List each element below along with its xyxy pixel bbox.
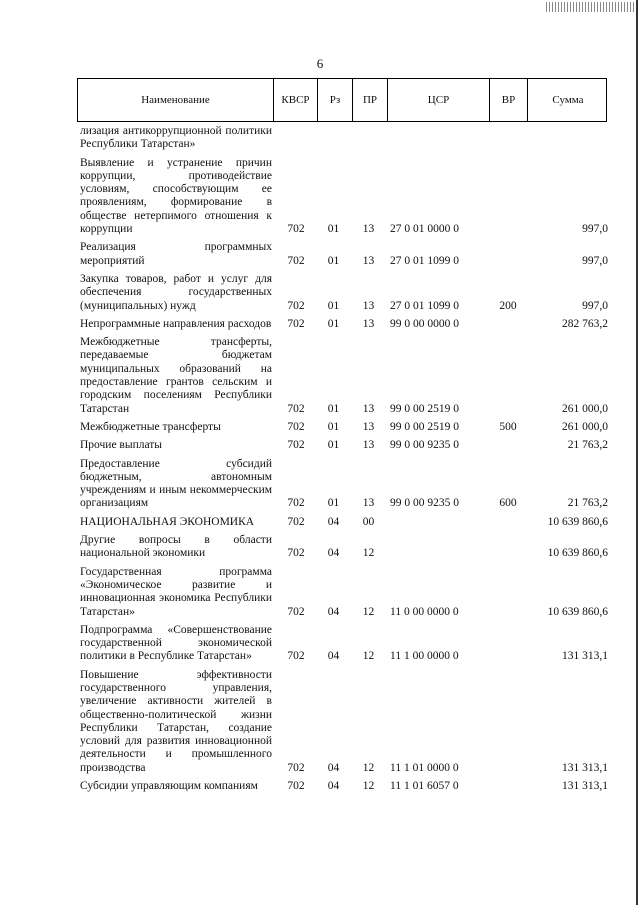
row-name: Закупка товаров, работ и услуг для обеспечения государственных (муниципальных) нужд bbox=[80, 272, 272, 312]
row-csr: 11 0 00 0000 0 bbox=[390, 605, 459, 618]
row-pr: 00 bbox=[362, 515, 375, 528]
row-rz: 01 bbox=[327, 439, 340, 452]
row-sum: 997,0 bbox=[582, 254, 608, 267]
row-sum: 131 313,1 bbox=[562, 761, 608, 774]
row-csr: 99 0 00 9235 0 bbox=[390, 439, 459, 452]
row-rz: 04 bbox=[327, 547, 340, 560]
row-ksvr: 702 bbox=[287, 780, 305, 793]
row-rz: 01 bbox=[327, 497, 340, 510]
row-vr: 500 bbox=[499, 420, 517, 433]
row-name: Подпрограмма «Совершенствование государственной экономической политики в Республике Татарстан» bbox=[80, 623, 272, 663]
row-name: Предоставление субсидий бюджетным, автономным учреждениям и иным некоммерческим организациям bbox=[80, 457, 272, 510]
row-pr: 13 bbox=[362, 420, 375, 433]
header-rz: Рз bbox=[318, 79, 353, 121]
row-sum: 997,0 bbox=[582, 223, 608, 236]
row-csr: 99 0 00 2519 0 bbox=[390, 402, 459, 415]
row-ksvr: 702 bbox=[287, 254, 305, 267]
row-ksvr: 702 bbox=[287, 317, 305, 330]
row-name: Межбюджетные трансферты, передаваемые бюджетам муниципальных образований на предоставление грантов сельским и городским поселениям Республики Татарстан bbox=[80, 336, 272, 415]
row-csr: 11 1 00 0000 0 bbox=[390, 650, 459, 663]
row-ksvr: 702 bbox=[287, 223, 305, 236]
table-row bbox=[80, 458, 608, 511]
row-name: НАЦИОНАЛЬНАЯ ЭКОНОМИКА bbox=[80, 515, 255, 528]
row-ksvr: 702 bbox=[287, 402, 305, 415]
row-csr: 99 0 00 9235 0 bbox=[390, 497, 459, 510]
table-row bbox=[80, 566, 608, 619]
scan-edge-line bbox=[636, 0, 638, 905]
row-pr: 13 bbox=[362, 223, 375, 236]
header-csr: ЦСР bbox=[388, 79, 490, 121]
row-ksvr: 702 bbox=[287, 439, 305, 452]
row-name: Реализация программных мероприятий bbox=[80, 241, 272, 267]
table-row bbox=[80, 336, 608, 416]
row-rz: 01 bbox=[327, 299, 340, 312]
table-row bbox=[80, 125, 608, 152]
table-header bbox=[77, 78, 607, 122]
row-rz: 01 bbox=[327, 402, 340, 415]
row-rz: 04 bbox=[327, 650, 340, 663]
row-sum: 10 639 860,6 bbox=[547, 547, 608, 560]
row-name: Другие вопросы в области национальной экономики bbox=[80, 534, 272, 560]
table-row bbox=[80, 318, 608, 331]
table-row bbox=[80, 669, 608, 775]
header-sum: Сумма bbox=[552, 94, 584, 106]
row-sum: 261 000,0 bbox=[562, 402, 608, 415]
row-csr: 27 0 01 0000 0 bbox=[390, 223, 459, 236]
row-rz: 01 bbox=[327, 254, 340, 267]
header-ksvr: КВСР bbox=[274, 79, 318, 121]
row-rz: 04 bbox=[327, 515, 340, 528]
row-pr: 13 bbox=[362, 439, 375, 452]
table-row bbox=[80, 624, 608, 664]
header-name: Наименование bbox=[78, 79, 274, 121]
row-name: Государственная программа «Экономическое развитие и инновационная экономика Республики Татарстан» bbox=[80, 565, 272, 618]
row-name: лизация антикоррупционной политики Республики Татарстан» bbox=[80, 125, 272, 151]
row-ksvr: 702 bbox=[287, 515, 305, 528]
row-name: Непрограммные направления расходов bbox=[80, 317, 272, 330]
table-row bbox=[80, 241, 608, 268]
header-pr: ПР bbox=[353, 79, 388, 121]
row-ksvr: 702 bbox=[287, 420, 305, 433]
table-row bbox=[80, 157, 608, 237]
row-pr: 13 bbox=[362, 402, 375, 415]
row-rz: 04 bbox=[327, 761, 340, 774]
row-csr: 11 1 01 0000 0 bbox=[390, 761, 459, 774]
row-ksvr: 702 bbox=[287, 761, 305, 774]
table-body bbox=[80, 125, 608, 798]
row-pr: 12 bbox=[362, 780, 375, 793]
row-name: Субсидии управляющим компаниям bbox=[80, 780, 258, 793]
table-row bbox=[80, 273, 608, 313]
row-name: Прочие выплаты bbox=[80, 439, 163, 452]
row-csr: 27 0 01 1099 0 bbox=[390, 254, 459, 267]
row-sum: 131 313,1 bbox=[562, 780, 608, 793]
row-sum: 21 763,2 bbox=[567, 439, 608, 452]
table-row bbox=[80, 516, 608, 529]
table-row bbox=[80, 439, 608, 452]
row-pr: 12 bbox=[362, 605, 375, 618]
table-row bbox=[80, 780, 608, 793]
row-pr: 13 bbox=[362, 497, 375, 510]
row-rz: 04 bbox=[327, 780, 340, 793]
row-sum: 282 763,2 bbox=[562, 317, 608, 330]
row-pr: 12 bbox=[362, 650, 375, 663]
row-ksvr: 702 bbox=[287, 650, 305, 663]
row-ksvr: 702 bbox=[287, 547, 305, 560]
row-csr: 27 0 01 1099 0 bbox=[390, 299, 459, 312]
row-rz: 01 bbox=[327, 420, 340, 433]
row-sum: 261 000,0 bbox=[562, 420, 608, 433]
row-csr: 11 1 01 6057 0 bbox=[390, 780, 459, 793]
row-rz: 04 bbox=[327, 605, 340, 618]
table-row bbox=[80, 421, 608, 434]
row-sum: 997,0 bbox=[582, 299, 608, 312]
row-name: Межбюджетные трансферты bbox=[80, 420, 221, 433]
row-sum: 21 763,2 bbox=[567, 497, 608, 510]
row-sum: 10 639 860,6 bbox=[547, 515, 608, 528]
row-pr: 12 bbox=[362, 761, 375, 774]
row-ksvr: 702 bbox=[287, 299, 305, 312]
row-sum: 10 639 860,6 bbox=[547, 605, 608, 618]
row-csr: 99 0 00 2519 0 bbox=[390, 420, 459, 433]
row-sum: 131 313,1 bbox=[562, 650, 608, 663]
header-vr: ВР bbox=[490, 79, 528, 121]
row-rz: 01 bbox=[327, 317, 340, 330]
row-pr: 13 bbox=[362, 299, 375, 312]
scan-artifact bbox=[546, 2, 636, 12]
row-vr: 200 bbox=[499, 299, 517, 312]
row-csr: 99 0 00 0000 0 bbox=[390, 317, 459, 330]
row-vr: 600 bbox=[499, 497, 517, 510]
row-rz: 01 bbox=[327, 223, 340, 236]
row-ksvr: 702 bbox=[287, 497, 305, 510]
row-pr: 12 bbox=[362, 547, 375, 560]
page-number: 6 bbox=[316, 56, 324, 71]
row-ksvr: 702 bbox=[287, 605, 305, 618]
row-pr: 13 bbox=[362, 254, 375, 267]
row-pr: 13 bbox=[362, 317, 375, 330]
row-name: Выявление и устранение причин коррупции, противодействие условиям, способствующим ее проявлениям, формирование в обществе нетерпимого отношения к коррупции bbox=[80, 156, 272, 236]
row-name: Повышение эффективности государственного управления, увеличение активности жителей в общественно-политической жизни Республики Татарстан, создание условий для развития инновационной деятельности и промышленного производства bbox=[80, 668, 272, 774]
table-row bbox=[80, 534, 608, 561]
